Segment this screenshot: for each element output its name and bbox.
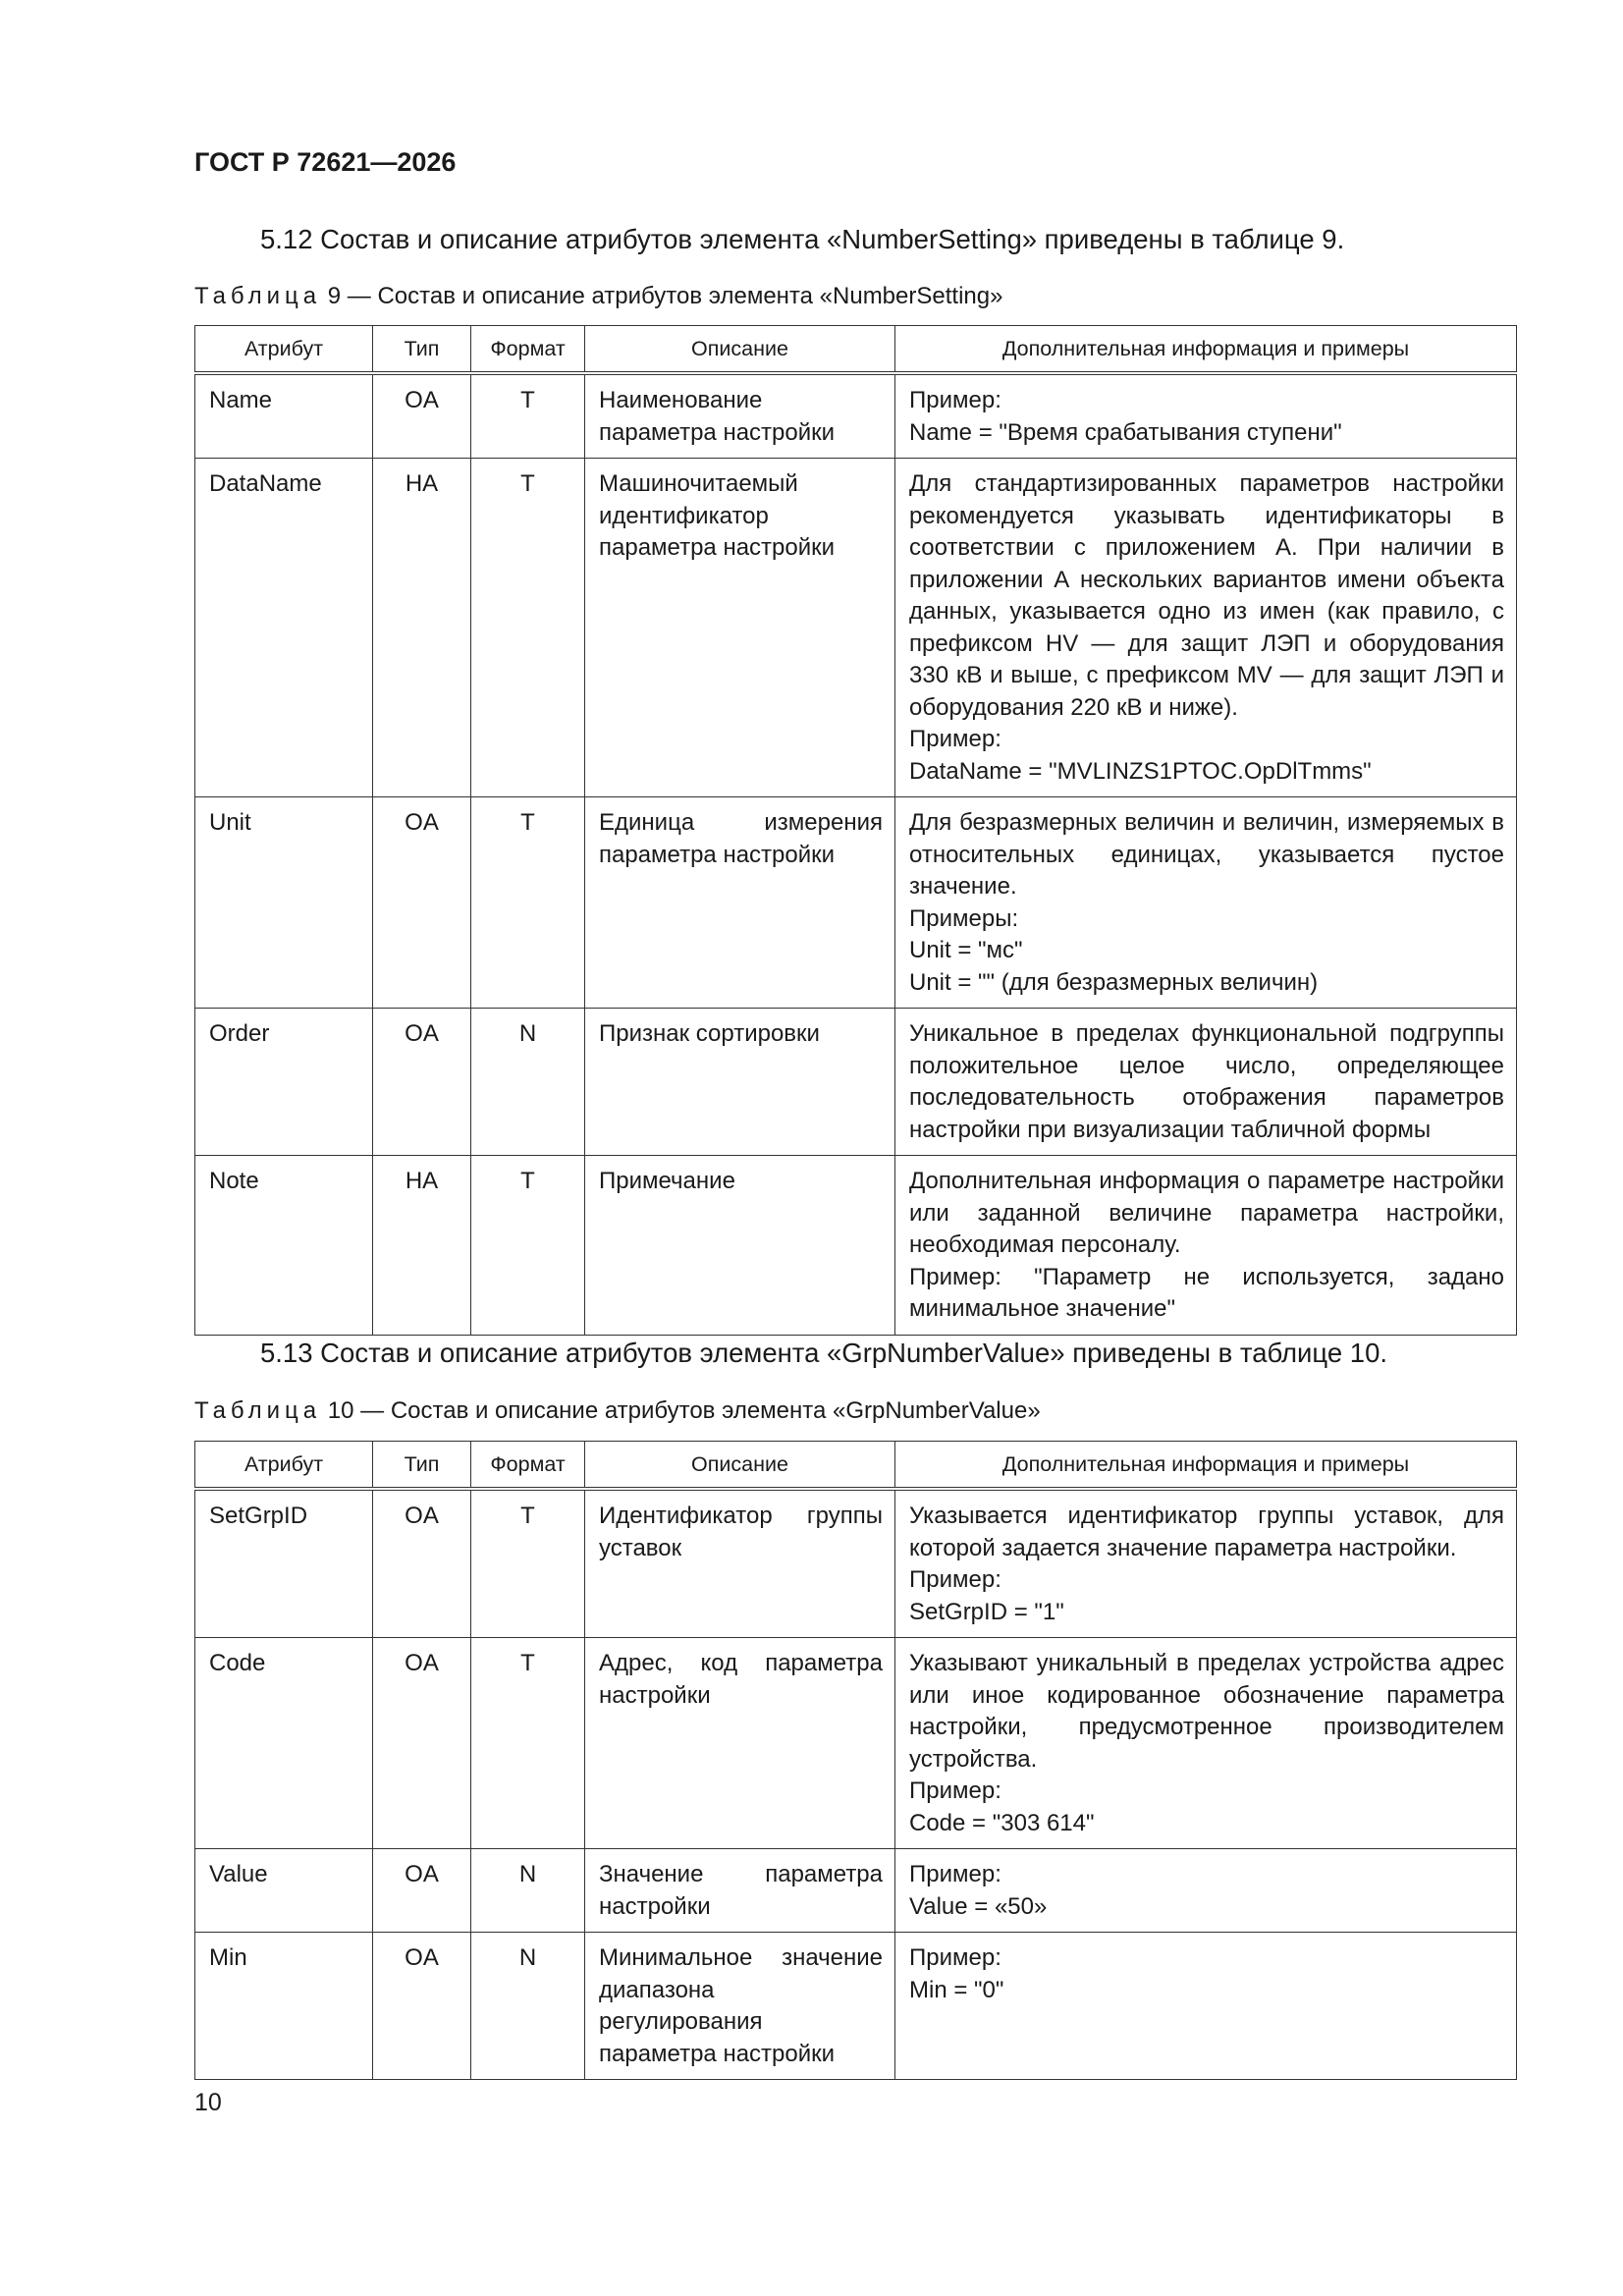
col-header-type: Тип bbox=[373, 1442, 471, 1490]
col-header-type: Тип bbox=[373, 326, 471, 374]
table-10 bbox=[194, 1441, 1517, 2080]
cell-description: Адрес, код параметра настройки bbox=[585, 1638, 895, 1849]
col-header-attribute: Атрибут bbox=[195, 1442, 373, 1490]
table-row bbox=[195, 1638, 1517, 1849]
col-header-info: Дополнительная информация и примеры bbox=[895, 1442, 1517, 1490]
cell-info bbox=[895, 459, 1517, 797]
cell-attribute: Code bbox=[195, 1638, 373, 1849]
cell-attribute: DataName bbox=[195, 459, 373, 797]
cell-description: Примечание bbox=[585, 1156, 895, 1336]
info-line: SetGrpID = "1" bbox=[909, 1598, 1064, 1625]
cell-format: T bbox=[471, 373, 585, 459]
info-line: DataName = "MVLINZS1PTOC.OpDlTmms" bbox=[909, 757, 1372, 785]
cell-attribute: Min bbox=[195, 1933, 373, 2080]
info-line: Пример: bbox=[909, 1861, 1001, 1887]
cell-description: Значение параметра настройки bbox=[585, 1849, 895, 1933]
cell-info bbox=[895, 797, 1517, 1009]
cell-description: Наименование параметра настройки bbox=[585, 373, 895, 459]
cell-type: HA bbox=[373, 459, 471, 797]
cell-type: OA bbox=[373, 1849, 471, 1933]
clause-5-12: 5.12 Состав и описание атрибутов элемента «NumberSetting» приведены в таблице 9. bbox=[260, 224, 1345, 254]
cell-format: N bbox=[471, 1849, 585, 1933]
table-row bbox=[195, 1933, 1517, 2080]
cell-type: OA bbox=[373, 1638, 471, 1849]
info-line: Примеры: bbox=[909, 904, 1019, 932]
cell-description: Машиночитаемый идентификатор параметра настройки bbox=[585, 459, 895, 797]
info-line: Пример: bbox=[909, 1944, 1001, 1971]
info-line: Unit = "мс" bbox=[909, 937, 1023, 963]
col-header-attribute: Атрибут bbox=[195, 326, 373, 374]
col-header-format: Формат bbox=[471, 1442, 585, 1490]
info-line: Value = «50» bbox=[909, 1892, 1048, 1920]
table-row bbox=[195, 1009, 1517, 1156]
info-line: Уникальное в пределах функциональной подгруппы положительное целое число, определяющее последовательность отображения параметров настройки при визуализации табличной формы bbox=[909, 1020, 1504, 1143]
cell-description: Единица измерения параметра настройки bbox=[585, 797, 895, 1009]
col-header-description: Описание bbox=[585, 326, 895, 374]
cell-info bbox=[895, 1009, 1517, 1156]
cell-attribute: Value bbox=[195, 1849, 373, 1933]
cell-info bbox=[895, 1933, 1517, 2080]
table-10-caption-word: Таблица bbox=[194, 1397, 322, 1424]
cell-type: OA bbox=[373, 797, 471, 1009]
info-line: Пример: bbox=[909, 387, 1001, 413]
info-line: Указывается идентификатор группы уставок, для которой задается значение параметра настройки. bbox=[909, 1503, 1504, 1561]
table-9-caption-text: 9 — Состав и описание атрибутов элемента «NumberSetting» bbox=[327, 283, 1003, 309]
col-header-format: Формат bbox=[471, 326, 585, 374]
cell-format: T bbox=[471, 1638, 585, 1849]
table-9-caption bbox=[194, 283, 1002, 310]
cell-info bbox=[895, 373, 1517, 459]
info-line: Пример: bbox=[909, 1566, 1001, 1593]
cell-description: Минимальное значение диапазона регулирования параметра настройки bbox=[585, 1933, 895, 2080]
info-line: Min = "0" bbox=[909, 1976, 1004, 2003]
info-line: Для стандартизированных параметров настройки рекомендуется указывать идентификаторы в соответствии с приложением А. При наличии в приложении А нескольких вариантов имени объекта данных, указывается одно из имен (как правило, с префиксом HV — для защит ЛЭП и оборудования 330 кВ и выше, с префиксом MV — для защит ЛЭП и оборудования 220 кВ и ниже). bbox=[909, 470, 1504, 721]
cell-type: OA bbox=[373, 373, 471, 459]
info-line: Unit = "" (для безразмерных величин) bbox=[909, 968, 1319, 996]
table-9-header-row bbox=[195, 326, 1517, 374]
table-row bbox=[195, 1849, 1517, 1933]
cell-description: Признак сортировки bbox=[585, 1009, 895, 1156]
clause-5-13: 5.13 Состав и описание атрибутов элемента «GrpNumberValue» приведены в таблице 10. bbox=[260, 1338, 1388, 1368]
info-line: Code = "303 614" bbox=[909, 1809, 1095, 1836]
cell-info bbox=[895, 1638, 1517, 1849]
cell-format: N bbox=[471, 1933, 585, 2080]
col-header-info: Дополнительная информация и примеры bbox=[895, 326, 1517, 374]
cell-info bbox=[895, 1489, 1517, 1638]
cell-attribute: Unit bbox=[195, 797, 373, 1009]
cell-attribute: SetGrpID bbox=[195, 1489, 373, 1638]
cell-attribute: Order bbox=[195, 1009, 373, 1156]
table-10-header-row bbox=[195, 1442, 1517, 1490]
table-row bbox=[195, 797, 1517, 1009]
cell-type: OA bbox=[373, 1489, 471, 1638]
cell-format: T bbox=[471, 797, 585, 1009]
table-row bbox=[195, 373, 1517, 459]
cell-info bbox=[895, 1156, 1517, 1336]
cell-format: T bbox=[471, 1156, 585, 1336]
document-header: ГОСТ Р 72621—2026 bbox=[194, 147, 457, 177]
info-line: Пример: bbox=[909, 726, 1001, 752]
cell-format: T bbox=[471, 1489, 585, 1638]
cell-format: T bbox=[471, 459, 585, 797]
info-line: Указывают уникальный в пределах устройства адрес или иное кодированное обозначение параметра настройки, предусмотренное производителем устройства. bbox=[909, 1650, 1504, 1773]
info-line: Пример: bbox=[909, 1777, 1001, 1804]
info-line: Пример: "Параметр не используется, задано минимальное значение" bbox=[909, 1263, 1504, 1322]
info-line: Name = "Время срабатывания ступени" bbox=[909, 418, 1342, 446]
cell-type: OA bbox=[373, 1933, 471, 2080]
table-row bbox=[195, 1156, 1517, 1336]
cell-type: HA bbox=[373, 1156, 471, 1336]
table-row bbox=[195, 459, 1517, 797]
cell-attribute: Note bbox=[195, 1156, 373, 1336]
page-number: 10 bbox=[194, 2089, 222, 2116]
cell-type: OA bbox=[373, 1009, 471, 1156]
info-line: Для безразмерных величин и величин, измеряемых в относительных единицах, указывается пустое значение. bbox=[909, 809, 1504, 900]
cell-info bbox=[895, 1849, 1517, 1933]
cell-format: N bbox=[471, 1009, 585, 1156]
table-9 bbox=[194, 325, 1517, 1336]
table-10-caption-text: 10 — Состав и описание атрибутов элемента «GrpNumberValue» bbox=[327, 1397, 1041, 1424]
cell-attribute: Name bbox=[195, 373, 373, 459]
info-line: Дополнительная информация о параметре настройки или заданной величине параметра настройки, необходимая персоналу. bbox=[909, 1168, 1504, 1258]
table-9-caption-word: Таблица bbox=[194, 283, 322, 309]
col-header-description: Описание bbox=[585, 1442, 895, 1490]
table-10-caption bbox=[194, 1397, 1041, 1425]
cell-description: Идентификатор группы уставок bbox=[585, 1489, 895, 1638]
table-row bbox=[195, 1489, 1517, 1638]
